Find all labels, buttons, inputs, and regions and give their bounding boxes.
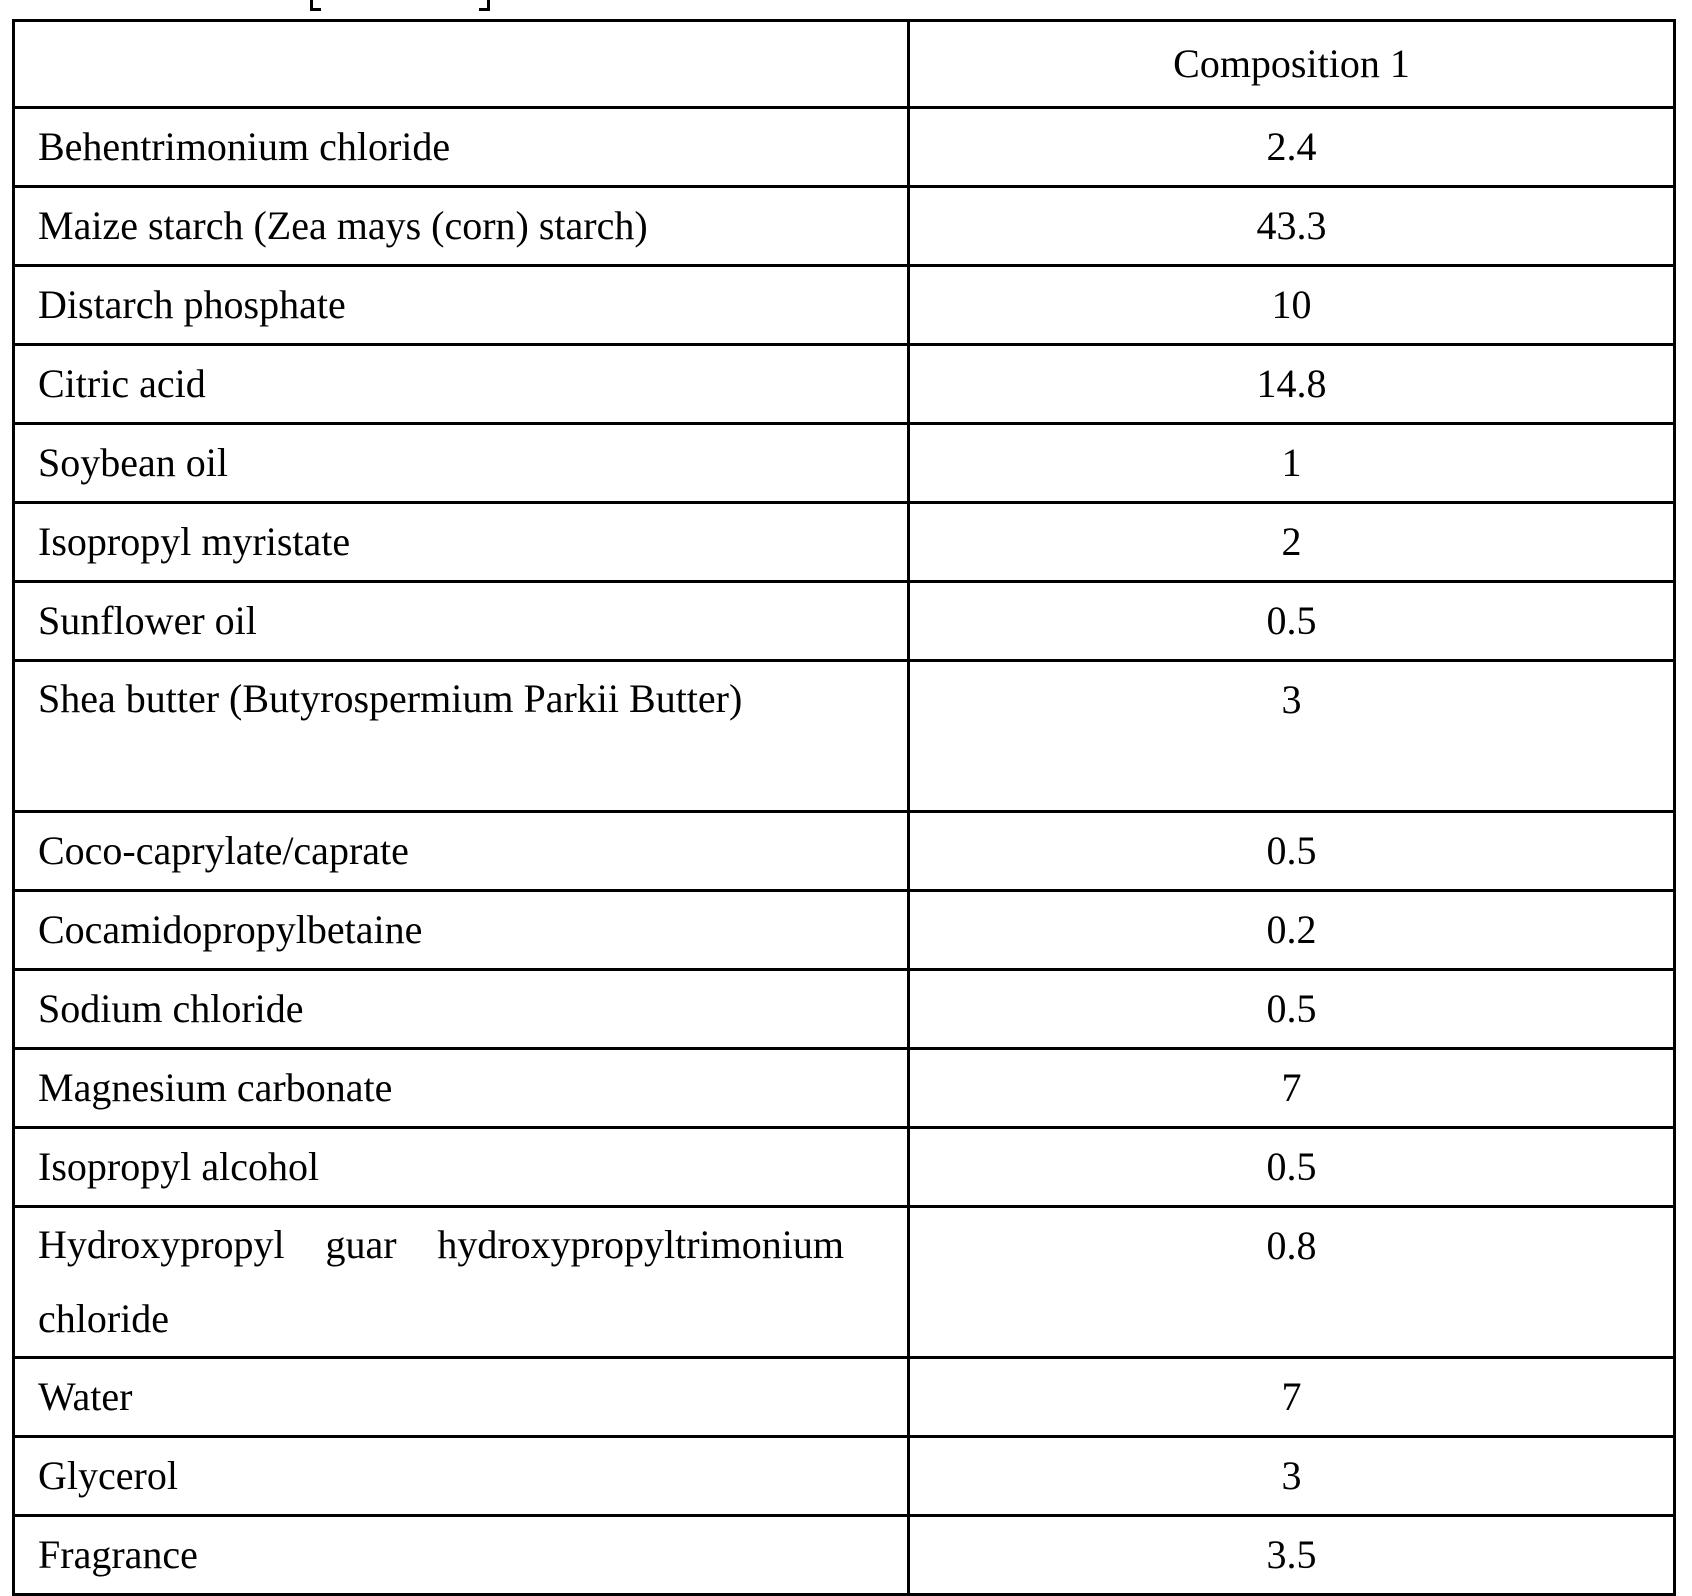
ingredient-cell: Sunflower oil xyxy=(14,582,909,661)
table-row xyxy=(14,266,1675,345)
table-row xyxy=(14,503,1675,582)
table-row xyxy=(14,108,1675,187)
table-row xyxy=(14,1049,1675,1128)
table-row xyxy=(14,582,1675,661)
cropped-bracket-mark xyxy=(310,0,490,11)
ingredient-cell: Distarch phosphate xyxy=(14,266,909,345)
table-row xyxy=(14,1516,1675,1595)
ingredient-cell: Maize starch (Zea mays (corn) starch) xyxy=(14,187,909,266)
header-ingredient-cell xyxy=(14,21,909,108)
composition-value-cell: 3 xyxy=(909,1437,1675,1516)
table-row xyxy=(14,891,1675,970)
composition-value-cell: 3.5 xyxy=(909,1516,1675,1595)
ingredient-cell: Coco-caprylate/caprate xyxy=(14,812,909,891)
table-header-row xyxy=(14,21,1675,108)
composition-value-cell: 14.8 xyxy=(909,345,1675,424)
composition-value-cell: 2 xyxy=(909,503,1675,582)
composition-value-cell: 0.5 xyxy=(909,970,1675,1049)
ingredient-cell: Hydroxypropyl guar hydroxypropyltrimonium chloride xyxy=(14,1207,909,1358)
ingredient-cell: Magnesium carbonate xyxy=(14,1049,909,1128)
table-row xyxy=(14,1128,1675,1207)
ingredient-cell: Citric acid xyxy=(14,345,909,424)
composition-value-cell: 1 xyxy=(909,424,1675,503)
table-row xyxy=(14,345,1675,424)
table-row xyxy=(14,1207,1675,1358)
ingredient-cell: Isopropyl alcohol xyxy=(14,1128,909,1207)
ingredient-cell: Water xyxy=(14,1358,909,1437)
composition-value-cell: 2.4 xyxy=(909,108,1675,187)
composition-value-cell: 0.5 xyxy=(909,1128,1675,1207)
table-row xyxy=(14,1437,1675,1516)
composition-value-cell: 7 xyxy=(909,1049,1675,1128)
ingredient-cell: Soybean oil xyxy=(14,424,909,503)
composition-table xyxy=(12,19,1676,1596)
composition-value-cell: 10 xyxy=(909,266,1675,345)
ingredient-cell: Sodium chloride xyxy=(14,970,909,1049)
composition-value-cell: 0.2 xyxy=(909,891,1675,970)
ingredient-cell: Fragrance xyxy=(14,1516,909,1595)
composition-value-cell: 0.5 xyxy=(909,582,1675,661)
table-row xyxy=(14,970,1675,1049)
composition-value-cell: 3 xyxy=(909,661,1675,812)
ingredient-cell: Shea butter (Butyrospermium Parkii Butter) xyxy=(14,661,909,812)
ingredient-cell: Glycerol xyxy=(14,1437,909,1516)
table-row xyxy=(14,424,1675,503)
table-row xyxy=(14,1358,1675,1437)
table-row xyxy=(14,661,1675,812)
ingredient-cell: Behentrimonium chloride xyxy=(14,108,909,187)
composition-value-cell: 43.3 xyxy=(909,187,1675,266)
header-composition-cell: Composition 1 xyxy=(909,21,1675,108)
ingredient-cell: Isopropyl myristate xyxy=(14,503,909,582)
composition-value-cell: 7 xyxy=(909,1358,1675,1437)
composition-value-cell: 0.5 xyxy=(909,812,1675,891)
ingredient-cell: Cocamidopropylbetaine xyxy=(14,891,909,970)
table-row xyxy=(14,812,1675,891)
composition-value-cell: 0.8 xyxy=(909,1207,1675,1358)
table-row xyxy=(14,187,1675,266)
